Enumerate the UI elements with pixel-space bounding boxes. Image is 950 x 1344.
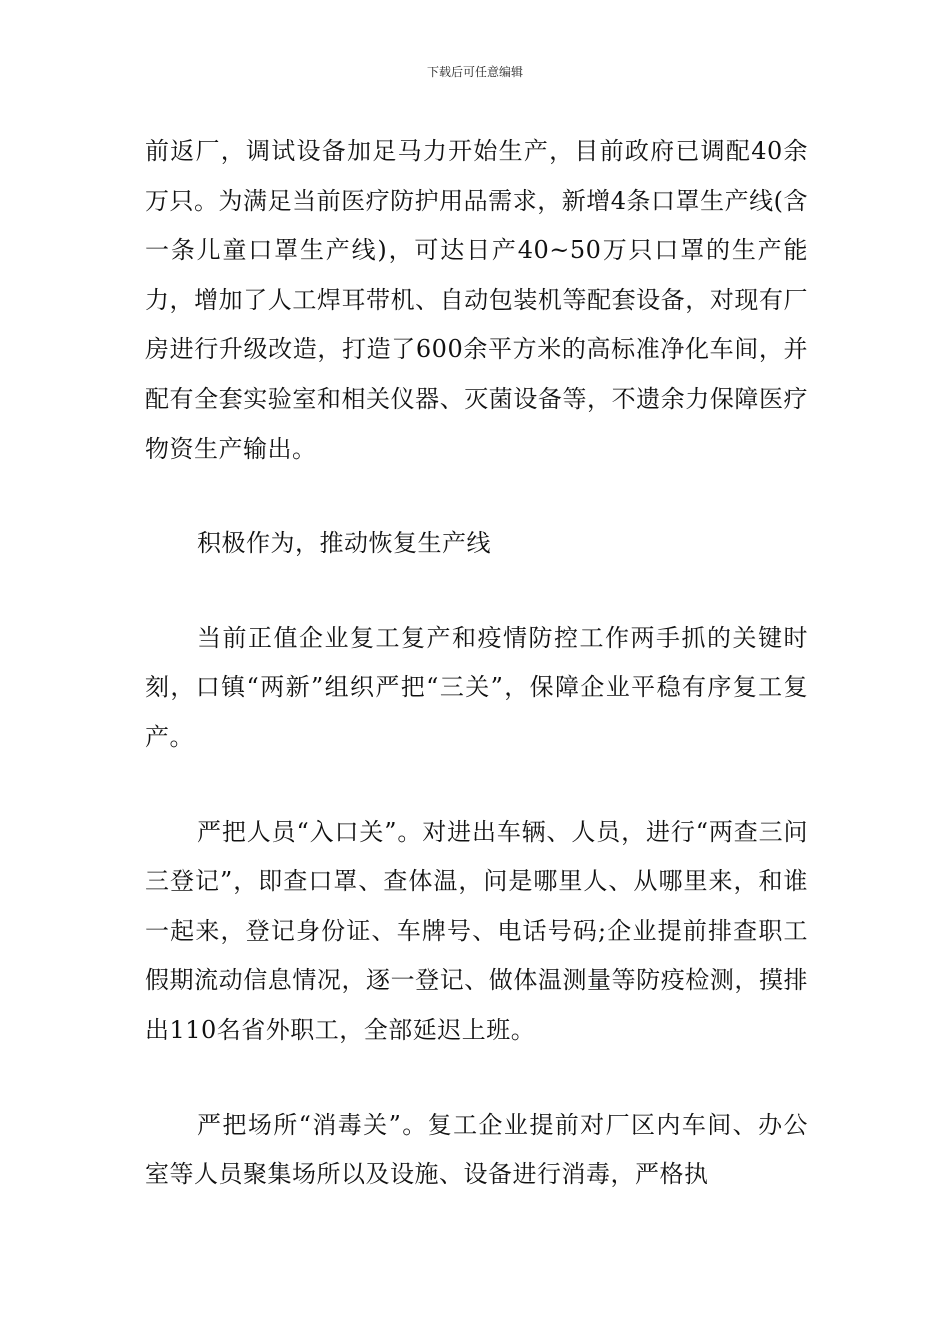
- paragraph-entry-check: 严把人员“入口关”。对进出车辆、人员，进行“两查三问三登记”，即查口罩、查体温，问是哪里人、从哪里来，和谁一起来，登记身份证、车牌号、电话号码;企业提前排查职工假期流动信息情况，逐一登记、做体温测量等防疫检测，摸排出110名省外职工，全部延迟上班。: [145, 817, 808, 1044]
- section-heading: 积极作为，推动恢复生产线: [197, 529, 491, 558]
- paragraph-intro: 当前正值企业复工复产和疫情防控工作两手抓的关键时刻，口镇“两新”组织严把“三关”，保障企业平稳有序复工复产。: [145, 623, 808, 751]
- document-body: [145, 127, 808, 1200]
- paragraph-production: 前返厂，调试设备加足马力开始生产，目前政府已调配40余万只。为满足当前医疗防护用品需求，新增4条口罩生产线(含一条儿童口罩生产线)，可达日产40~50万只口罩的生产能力，增加了人工焊耳带机、自动包装机等配套设备，对现有厂房进行升级改造，打造了600余平方米的高标准净化车间，并配有全套实验室和相关仪器、灭菌设备等，不遗余力保障医疗物资生产输出。: [145, 137, 808, 463]
- paragraph-disinfection: 严把场所“消毒关”。复工企业提前对厂区内车间、办公室等人员聚集场所以及设施、设备进行消毒，严格执: [145, 1110, 808, 1189]
- paragraph-gap: [145, 569, 808, 614]
- paragraph-gap: [145, 763, 808, 808]
- paragraph-gap: [145, 474, 808, 519]
- paragraph-gap: [145, 1056, 808, 1101]
- page-header: 下载后可任意编辑: [426, 65, 523, 79]
